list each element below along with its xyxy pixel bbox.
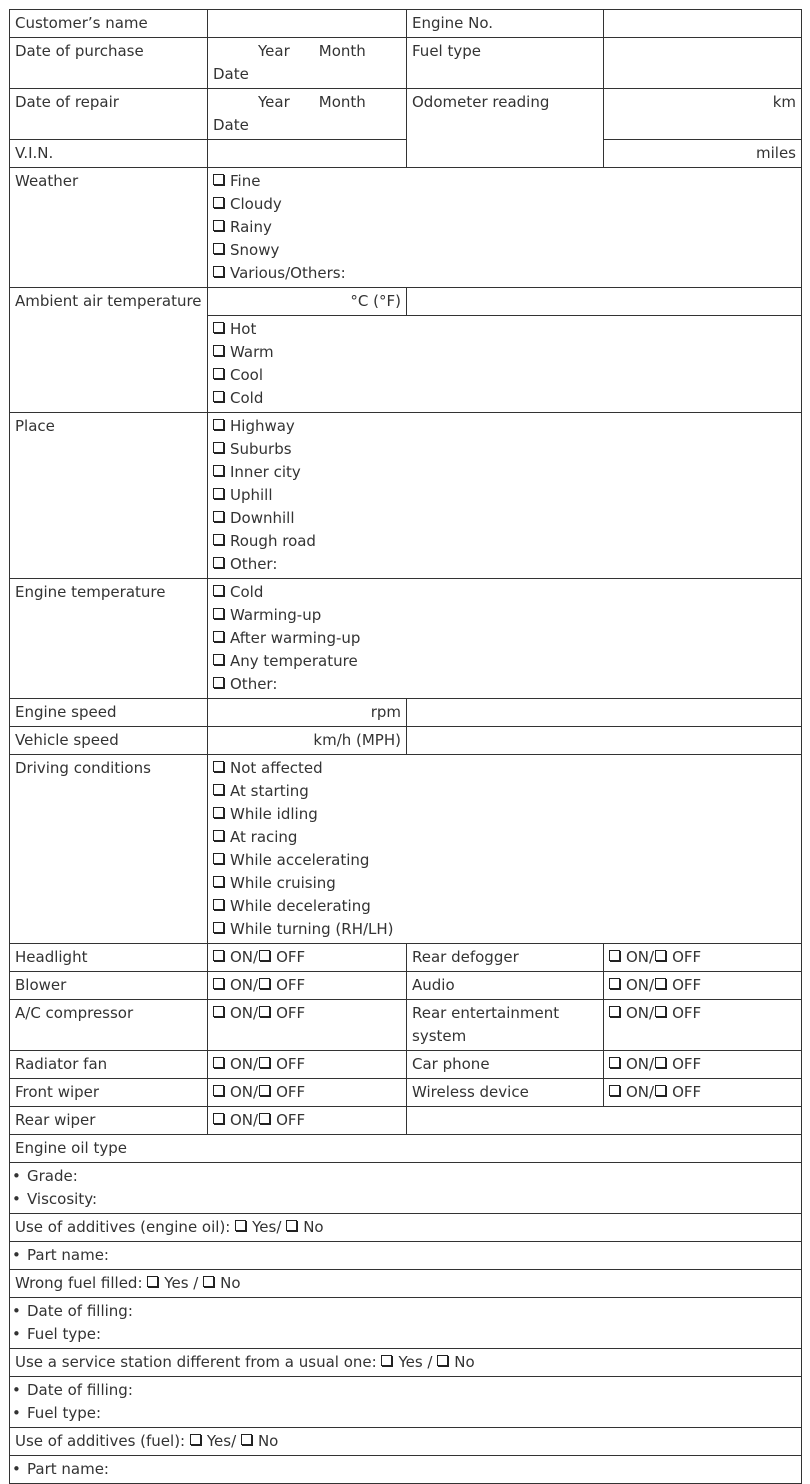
- yes-checkbox-icon[interactable]: [190, 1434, 201, 1445]
- ac-compressor-switch: ON/ OFF: [208, 1000, 407, 1051]
- weather-option[interactable]: Cloudy: [213, 193, 796, 216]
- off-checkbox-icon[interactable]: [259, 1085, 270, 1096]
- rear-wiper-label: Rear wiper: [10, 1107, 208, 1135]
- fuel-type-label: Fuel type: [407, 38, 604, 89]
- checkbox-icon[interactable]: [213, 266, 224, 277]
- radiator-fan-label: Radiator fan: [10, 1051, 208, 1079]
- vin-label: V.I.N.: [10, 140, 208, 168]
- on-checkbox-icon[interactable]: [609, 1057, 620, 1068]
- yes-checkbox-icon[interactable]: [235, 1220, 246, 1231]
- radiator-fan-switch: ON/ OFF: [208, 1051, 407, 1079]
- ambient-option[interactable]: Cold: [213, 387, 796, 410]
- engine-temp-label: Engine temperature: [10, 579, 208, 699]
- engine-temp-option[interactable]: Warming-up: [213, 604, 796, 627]
- odometer-label: Odometer reading: [407, 89, 604, 168]
- yes-checkbox-icon[interactable]: [147, 1276, 158, 1287]
- ambient-temp-field[interactable]: [208, 288, 407, 316]
- weather-option[interactable]: Snowy: [213, 239, 796, 262]
- temp-unit: °C (°F): [350, 292, 401, 310]
- checkbox-icon[interactable]: [213, 761, 224, 772]
- grade-field[interactable]: • Grade:: [15, 1165, 796, 1188]
- oil-part-name-row: [10, 1242, 802, 1270]
- car-phone-label: Car phone: [407, 1051, 604, 1079]
- ambient-option[interactable]: Warm: [213, 341, 796, 364]
- year-label: Year: [258, 42, 290, 60]
- checkbox-icon[interactable]: [213, 197, 224, 208]
- driving-option[interactable]: At racing: [213, 826, 796, 849]
- yes-checkbox-icon[interactable]: [381, 1355, 392, 1366]
- month-label: Month: [318, 42, 366, 60]
- audio-switch: ON/ OFF: [604, 972, 802, 1000]
- checkbox-icon[interactable]: [213, 243, 224, 254]
- fuel-part-name-field[interactable]: • Part name:: [15, 1458, 796, 1481]
- date-of-purchase-label: Date of purchase: [10, 38, 208, 89]
- rear-defogger-label: Rear defogger: [407, 944, 604, 972]
- date-label: Date: [213, 116, 249, 134]
- checkbox-icon[interactable]: [213, 585, 224, 596]
- checkbox-icon[interactable]: [213, 899, 224, 910]
- off-checkbox-icon[interactable]: [655, 1057, 666, 1068]
- off-checkbox-icon[interactable]: [259, 1057, 270, 1068]
- no-checkbox-icon[interactable]: [286, 1220, 297, 1231]
- place-option[interactable]: Other:: [213, 553, 796, 576]
- checkbox-icon[interactable]: [213, 419, 224, 430]
- blower-label: Blower: [10, 972, 208, 1000]
- place-label: Place: [10, 413, 208, 579]
- km-unit: km: [772, 93, 796, 111]
- date-label: Date: [213, 65, 249, 83]
- vin-field[interactable]: [208, 140, 407, 168]
- checkbox-icon[interactable]: [213, 345, 224, 356]
- checkbox-icon[interactable]: [213, 511, 224, 522]
- rear-defogger-switch: ON/ OFF: [604, 944, 802, 972]
- weather-label: Weather: [10, 168, 208, 288]
- rpm-unit: rpm: [370, 703, 401, 721]
- place-option[interactable]: Rough road: [213, 530, 796, 553]
- checkbox-icon[interactable]: [213, 220, 224, 231]
- engine-temp-option[interactable]: Cold: [213, 581, 796, 604]
- checkbox-icon[interactable]: [213, 534, 224, 545]
- place-option[interactable]: Downhill: [213, 507, 796, 530]
- checkbox-icon[interactable]: [213, 322, 224, 333]
- checkbox-icon[interactable]: [213, 488, 224, 499]
- vehicle-speed-label: Vehicle speed: [10, 727, 208, 755]
- engine-temp-options: [208, 579, 802, 699]
- date-of-repair-field[interactable]: [208, 89, 407, 140]
- driving-option[interactable]: While turning (RH/LH): [213, 918, 796, 941]
- off-checkbox-icon[interactable]: [259, 1006, 270, 1017]
- engine-temp-option[interactable]: After warming-up: [213, 627, 796, 650]
- viscosity-field[interactable]: • Viscosity:: [15, 1188, 796, 1211]
- oil-part-name-field[interactable]: • Part name:: [15, 1244, 796, 1267]
- odometer-miles-field[interactable]: [604, 140, 802, 168]
- checkbox-icon[interactable]: [213, 807, 224, 818]
- year-label: Year: [258, 93, 290, 111]
- place-option[interactable]: Inner city: [213, 461, 796, 484]
- off-checkbox-icon[interactable]: [655, 978, 666, 989]
- headlight-switch: ON/ OFF: [208, 944, 407, 972]
- weather-option[interactable]: Fine: [213, 170, 796, 193]
- on-checkbox-icon[interactable]: [213, 1085, 224, 1096]
- driving-conditions-label: Driving conditions: [10, 755, 208, 944]
- on-checkbox-icon[interactable]: [213, 1006, 224, 1017]
- oil-additives-row: Use of additives (engine oil): Yes/ No: [10, 1214, 802, 1242]
- off-checkbox-icon[interactable]: [259, 1113, 270, 1124]
- rear-wiper-switch: ON/ OFF: [208, 1107, 407, 1135]
- date-of-purchase-field[interactable]: [208, 38, 407, 89]
- vehicle-speed-blank: [407, 727, 802, 755]
- blower-switch: ON/ OFF: [208, 972, 407, 1000]
- place-option[interactable]: Suburbs: [213, 438, 796, 461]
- fuel-type-field[interactable]: [604, 38, 802, 89]
- front-wiper-switch: ON/ OFF: [208, 1079, 407, 1107]
- no-checkbox-icon[interactable]: [241, 1434, 252, 1445]
- checkbox-icon[interactable]: [213, 654, 224, 665]
- service-station-row: Use a service station different from a usual one: Yes / No: [10, 1349, 802, 1377]
- wrong-fuel-details: [10, 1298, 802, 1349]
- fuel-additives-row: Use of additives (fuel): Yes/ No: [10, 1428, 802, 1456]
- odometer-km-field[interactable]: [604, 89, 802, 140]
- no-checkbox-icon[interactable]: [437, 1355, 448, 1366]
- on-checkbox-icon[interactable]: [213, 950, 224, 961]
- service-station-details: [10, 1377, 802, 1428]
- on-checkbox-icon[interactable]: [609, 978, 620, 989]
- rear-entertainment-label: Rear entertainment system: [407, 1000, 604, 1051]
- on-checkbox-icon[interactable]: [609, 1006, 620, 1017]
- checkbox-icon[interactable]: [213, 465, 224, 476]
- checkbox-icon[interactable]: [213, 174, 224, 185]
- date-of-filling-field[interactable]: • Date of filling:: [15, 1379, 796, 1402]
- off-checkbox-icon[interactable]: [655, 1085, 666, 1096]
- rear-wiper-blank: [407, 1107, 802, 1135]
- vehicle-speed-field[interactable]: [208, 727, 407, 755]
- wireless-device-label: Wireless device: [407, 1079, 604, 1107]
- month-label: Month: [318, 93, 366, 111]
- audio-label: Audio: [407, 972, 604, 1000]
- rear-entertainment-switch: ON/ OFF: [604, 1000, 802, 1051]
- wrong-fuel-row: Wrong fuel filled: Yes / No: [10, 1270, 802, 1298]
- driving-option[interactable]: At starting: [213, 780, 796, 803]
- off-checkbox-icon[interactable]: [259, 978, 270, 989]
- fuel-type-detail-field[interactable]: • Fuel type:: [15, 1323, 796, 1346]
- miles-unit: miles: [756, 144, 796, 162]
- driving-option[interactable]: Not affected: [213, 757, 796, 780]
- place-option[interactable]: Uphill: [213, 484, 796, 507]
- customer-name-label: Customer’s name: [10, 10, 208, 38]
- off-checkbox-icon[interactable]: [655, 1006, 666, 1017]
- engine-speed-blank: [407, 699, 802, 727]
- off-checkbox-icon[interactable]: [655, 950, 666, 961]
- on-checkbox-icon[interactable]: [213, 1113, 224, 1124]
- fuel-part-name-row: [10, 1456, 802, 1484]
- checkbox-icon[interactable]: [213, 853, 224, 864]
- engine-temp-option[interactable]: Any temperature: [213, 650, 796, 673]
- ambient-option[interactable]: Hot: [213, 318, 796, 341]
- ambient-temp-blank: [407, 288, 802, 316]
- checkbox-icon[interactable]: [213, 922, 224, 933]
- date-of-filling-field[interactable]: • Date of filling:: [15, 1300, 796, 1323]
- wireless-device-switch: ON/ OFF: [604, 1079, 802, 1107]
- on-checkbox-icon[interactable]: [213, 1057, 224, 1068]
- driving-conditions-options: [208, 755, 802, 944]
- on-checkbox-icon[interactable]: [609, 1085, 620, 1096]
- fuel-type-detail-field[interactable]: • Fuel type:: [15, 1402, 796, 1425]
- engine-temp-option[interactable]: Other:: [213, 673, 796, 696]
- headlight-label: Headlight: [10, 944, 208, 972]
- weather-option[interactable]: Rainy: [213, 216, 796, 239]
- place-option[interactable]: Highway: [213, 415, 796, 438]
- checkbox-icon[interactable]: [213, 830, 224, 841]
- ambient-option[interactable]: Cool: [213, 364, 796, 387]
- engine-oil-type-label: Engine oil type: [10, 1135, 802, 1163]
- engine-oil-details: [10, 1163, 802, 1214]
- checkbox-icon[interactable]: [213, 631, 224, 642]
- customer-name-field[interactable]: [208, 10, 407, 38]
- engine-no-label: Engine No.: [407, 10, 604, 38]
- ambient-temp-options: [208, 316, 802, 413]
- checkbox-icon[interactable]: [213, 557, 224, 568]
- ac-compressor-label: A/C compressor: [10, 1000, 208, 1051]
- engine-speed-label: Engine speed: [10, 699, 208, 727]
- diagnosis-form: [9, 9, 802, 1484]
- on-checkbox-icon[interactable]: [213, 978, 224, 989]
- checkbox-icon[interactable]: [213, 442, 224, 453]
- checkbox-icon[interactable]: [213, 784, 224, 795]
- checkbox-icon[interactable]: [213, 368, 224, 379]
- no-checkbox-icon[interactable]: [203, 1276, 214, 1287]
- speed-unit: km/h (MPH): [313, 731, 401, 749]
- checkbox-icon[interactable]: [213, 876, 224, 887]
- off-checkbox-icon[interactable]: [259, 950, 270, 961]
- date-of-repair-label: Date of repair: [10, 89, 208, 140]
- driving-option[interactable]: While decelerating: [213, 895, 796, 918]
- place-options: [208, 413, 802, 579]
- weather-options: [208, 168, 802, 288]
- engine-speed-field[interactable]: [208, 699, 407, 727]
- checkbox-icon[interactable]: [213, 391, 224, 402]
- ambient-temp-label: Ambient air temperature: [10, 288, 208, 413]
- car-phone-switch: ON/ OFF: [604, 1051, 802, 1079]
- on-checkbox-icon[interactable]: [609, 950, 620, 961]
- driving-option[interactable]: While cruising: [213, 872, 796, 895]
- driving-option[interactable]: While accelerating: [213, 849, 796, 872]
- weather-option[interactable]: Various/Others:: [213, 262, 796, 285]
- engine-no-field[interactable]: [604, 10, 802, 38]
- checkbox-icon[interactable]: [213, 608, 224, 619]
- front-wiper-label: Front wiper: [10, 1079, 208, 1107]
- checkbox-icon[interactable]: [213, 677, 224, 688]
- driving-option[interactable]: While idling: [213, 803, 796, 826]
